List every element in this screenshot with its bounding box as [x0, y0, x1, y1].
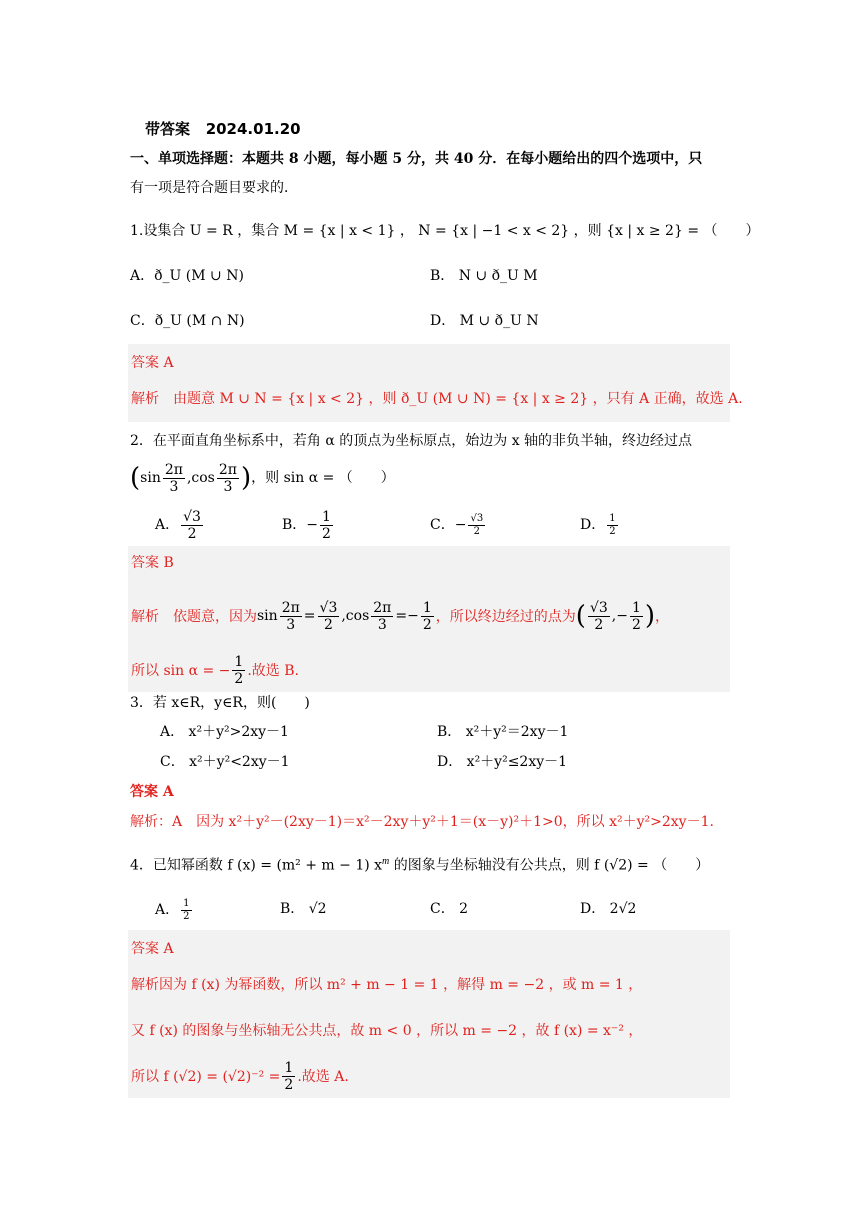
q3-analysis: 解析：A 因为 x²＋y²－(2xy－1)＝x²－2xy＋y²＋1＝(x－y)²＋1>0，所以 x²＋y²>2xy－1.	[130, 814, 714, 830]
q4-analysis-line3: 所以 f (√2) = (√2)⁻² = $\frac{1}{2}$ .故选 A.	[131, 1059, 349, 1093]
q3-option-a: A． x²＋y²>2xy－1	[160, 724, 289, 740]
q2-option-b: B． − $\frac{1}{2}$	[282, 508, 331, 542]
q2-option-c: C． − $\frac{√3}{2}$	[430, 512, 484, 537]
q1-answer: 答案 A	[131, 355, 174, 371]
page-header	[145, 118, 301, 140]
q1-stem: 1.设集合 U = R ，集合 M = {x | x < 1} ， N = {x | −1 < x < 2} ，则 {x | x ≥ 2} = （ ）	[130, 223, 760, 239]
q4-answer-box	[128, 930, 730, 1098]
header-date: 2024.01.20	[205, 120, 301, 138]
q4-option-d: D． 2√2	[580, 901, 637, 917]
q3-option-d: D． x²＋y²≤2xy－1	[437, 754, 568, 770]
q2-analysis-line2: 所以 sin α = − $\frac{1}{2}$ .故选 B.	[131, 653, 299, 687]
q2-analysis-line1: 解析 依题意，因为 sin $\frac{2\pi}{3}$ = $\frac{√3}{2}$ ,cos $\frac{2\pi}{3}$ =− $\frac{1}{2}$ ，所以终边经过的点为 ( $\frac{√3}{2}$ ,− $\frac{1}{2}$ ) ，	[131, 599, 670, 633]
header-title: 带答案	[145, 120, 191, 138]
q2-stem: 2．在平面直角坐标系中，若角 α 的顶点为坐标原点，始边为 x 轴的非负半轴，终边经过点	[130, 433, 693, 449]
q2-option-a: A． $\frac{√3}{2}$	[155, 508, 201, 542]
q3-stem: 3．若 x∈R，y∈R，则( )	[130, 695, 310, 711]
q3-option-b: B． x²＋y²＝2xy－1	[437, 724, 569, 740]
section-instructions: 一、单项选择题：本题共 8 小题，每小题 5 分，共 40 分．在每小题给出的四个选项中，只	[130, 151, 703, 167]
section-instructions-cont: 有一项是符合题目要求的．	[130, 180, 298, 196]
q2-answer: 答案 B	[131, 555, 174, 571]
q1-answer-box	[128, 344, 743, 422]
q4-option-a: A． $\frac{1}{2}$	[155, 897, 190, 922]
q4-option-b: B． √2	[280, 901, 327, 917]
q2-option-d: D． $\frac{1}{2}$	[580, 512, 616, 537]
q4-option-c: C． 2	[430, 901, 469, 917]
q2-stem-point: ( sin $\frac{2\pi}{3}$ ,cos $\frac{2\pi}{3}$ ) ，则 sin α = （ ）	[130, 461, 395, 495]
q4-stem: 4．已知幂函数 f (x) = (m² + m − 1) $x^m$ 的图象与坐标轴没有公共点，则 f (√2) = （ ）	[130, 856, 710, 874]
q4-analysis-line2: 又 f (x) 的图象与坐标轴无公共点，故 m < 0 ，所以 m = −2 ，故 f (x) = x⁻² ，	[131, 1023, 643, 1039]
q1-option-d: D． M ∪ ð_U N	[430, 313, 539, 329]
q4-answer: 答案 A	[131, 941, 174, 957]
q1-option-a: A．ð_U (M ∪ N)	[130, 268, 244, 284]
q1-option-c: C．ð_U (M ∩ N)	[130, 313, 245, 329]
q1-option-b: B． N ∪ ð_U M	[430, 268, 538, 284]
q4-analysis-line1: 解析因为 f (x) 为幂函数，所以 m² + m − 1 = 1 ，解得 m = −2 ，或 m = 1 ，	[131, 977, 643, 993]
q2-answer-box	[128, 546, 730, 692]
q1-analysis: 解析 由题意 M ∪ N = {x | x < 2} ，则 ð_U (M ∪ N) = {x | x ≥ 2} ，只有 A 正确，故选 A.	[131, 391, 743, 407]
q3-option-c: C． x²＋y²<2xy－1	[160, 754, 290, 770]
q3-answer: 答案 A	[130, 784, 174, 800]
